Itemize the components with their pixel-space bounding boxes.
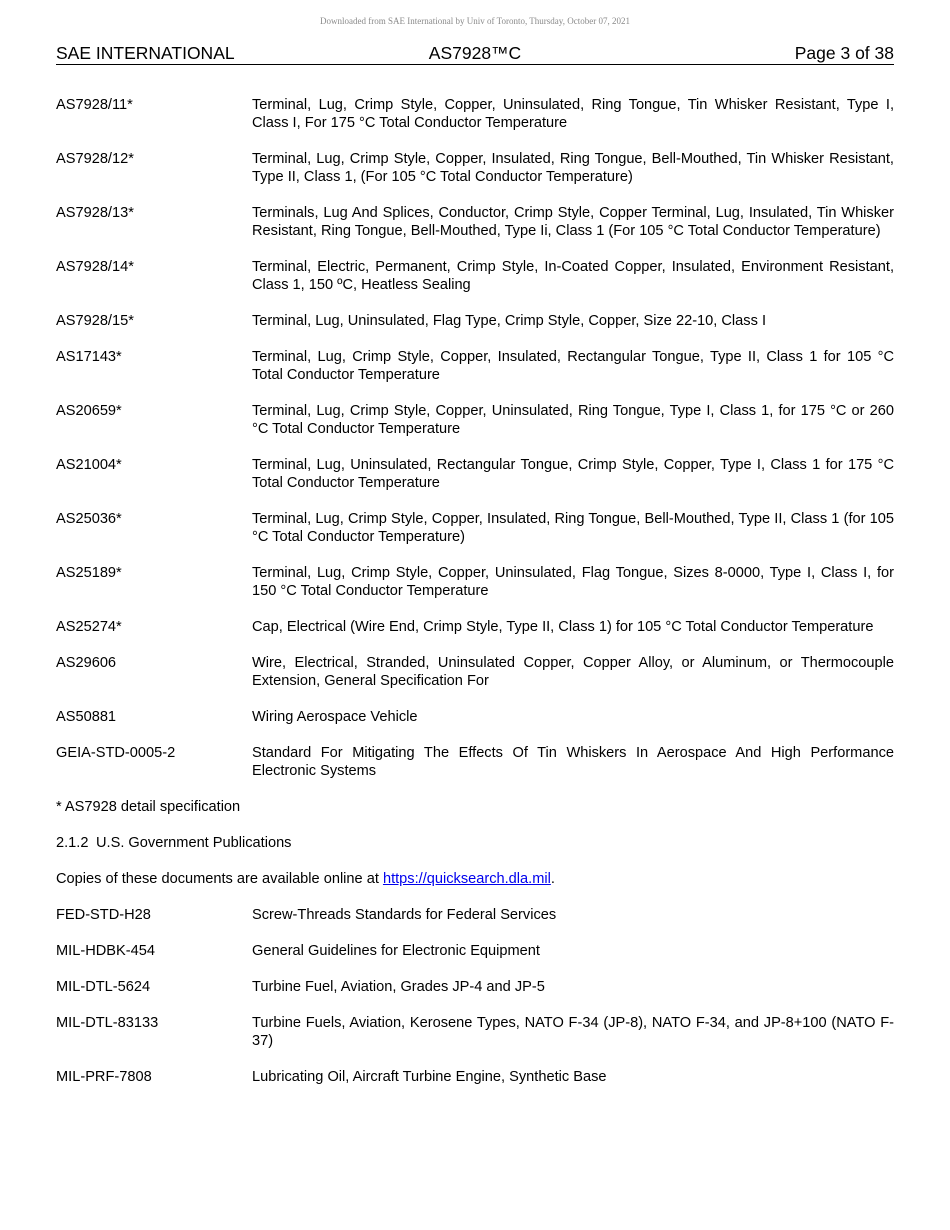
reference-title: General Guidelines for Electronic Equipment xyxy=(252,943,540,959)
reference-code: AS21004* xyxy=(56,457,122,473)
reference-title: Turbine Fuels, Aviation, Kerosene Types, NATO F-34 (JP-8), NATO F-34, and JP-8+100 (NATO F-37) xyxy=(252,1015,894,1049)
availability-note xyxy=(56,870,894,888)
reference-code: AS7928/14* xyxy=(56,259,134,275)
reference-title: Terminal, Lug, Uninsulated, Rectangular Tongue, Crimp Style, Copper, Type I, Class 1 for 175 °C Total Conductor Temperature xyxy=(252,457,894,491)
reference-code: MIL-DTL-83133 xyxy=(56,1015,159,1031)
reference-code: MIL-DTL-5624 xyxy=(56,979,151,995)
reference-row xyxy=(56,744,894,780)
reference-title: Wire, Electrical, Stranded, Uninsulated Copper, Copper Alloy, or Aluminum, or Thermocouple Extension, General Specification For xyxy=(252,655,894,689)
reference-title: Terminal, Lug, Crimp Style, Copper, Uninsulated, Ring Tongue, Tin Whisker Resistant, Type I, Class I, For 175 °C Total Conductor Temperature xyxy=(252,97,894,131)
reference-code: AS20659* xyxy=(56,403,122,419)
reference-row xyxy=(56,348,894,384)
reference-code: FED-STD-H28 xyxy=(56,907,151,923)
reference-title: Turbine Fuel, Aviation, Grades JP-4 and JP-5 xyxy=(252,979,545,995)
reference-title: Standard For Mitigating The Effects Of Tin Whiskers In Aerospace And High Performance Electronic Systems xyxy=(252,745,894,779)
reference-code: AS29606 xyxy=(56,655,117,671)
reference-row xyxy=(56,258,894,294)
reference-title: Terminal, Lug, Crimp Style, Copper, Uninsulated, Ring Tongue, Type I, Class 1, for 175 °C or 260 °C Total Conductor Temperature xyxy=(252,403,894,437)
reference-title: Terminal, Lug, Crimp Style, Copper, Insulated, Ring Tongue, Bell-Mouthed, Tin Whisker Resistant, Type II, Class 1, (For 105 °C Total Conductor Temperature) xyxy=(252,151,894,185)
reference-row xyxy=(56,906,894,924)
download-watermark: Downloaded from SAE International by Univ of Toronto, Thursday, October 07, 2021 xyxy=(320,16,630,26)
reference-title: Terminal, Lug, Crimp Style, Copper, Insulated, Rectangular Tongue, Type II, Class 1 for 105 °C Total Conductor Temperature xyxy=(252,349,894,383)
reference-row xyxy=(56,654,894,690)
reference-row xyxy=(56,708,894,726)
reference-code: AS7928/11* xyxy=(56,97,133,113)
reference-title: Screw-Threads Standards for Federal Services xyxy=(252,907,557,923)
sae-reference-list xyxy=(56,96,894,780)
reference-code: AS7928/15* xyxy=(56,313,134,329)
header-org: SAE INTERNATIONAL xyxy=(56,43,235,63)
reference-row xyxy=(56,1068,894,1086)
page-header xyxy=(56,43,894,65)
footnote: * AS7928 detail specification xyxy=(56,799,241,815)
reference-code: AS7928/12* xyxy=(56,151,134,167)
reference-code: AS7928/13* xyxy=(56,205,134,221)
section-title: U.S. Government Publications xyxy=(96,835,292,851)
reference-title: Terminal, Electric, Permanent, Crimp Style, In-Coated Copper, Insulated, Environment Resistant, Class 1, 150 ºC, Heatless Sealing xyxy=(252,259,894,293)
reference-row xyxy=(56,402,894,438)
reference-title: Cap, Electrical (Wire End, Crimp Style, Type II, Class 1) for 105 °C Total Conductor Temperature xyxy=(252,619,874,635)
section-number: 2.1.2 xyxy=(56,835,89,851)
reference-title: Terminals, Lug And Splices, Conductor, Crimp Style, Copper Terminal, Lug, Insulated, Tin Whisker Resistant, Ring Tongue, Bell-Mouthed, Type Ii, Class 1 (For 105 °C Total Conductor Temperature) xyxy=(252,205,894,239)
header-page-number: Page 3 of 38 xyxy=(794,43,894,63)
reference-code: MIL-PRF-7808 xyxy=(56,1069,152,1085)
availability-text: Copies of these documents are available online at xyxy=(56,871,383,887)
reference-title: Terminal, Lug, Uninsulated, Flag Type, Crimp Style, Copper, Size 22-10, Class I xyxy=(252,313,766,329)
availability-suffix: . xyxy=(550,871,555,887)
reference-code: GEIA-STD-0005-2 xyxy=(56,745,176,761)
reference-title: Wiring Aerospace Vehicle xyxy=(252,709,418,725)
header-doc-id: AS7928™C xyxy=(428,43,522,63)
reference-row xyxy=(56,1014,894,1050)
section-heading xyxy=(56,834,894,852)
reference-row xyxy=(56,942,894,960)
reference-row xyxy=(56,618,894,636)
reference-row xyxy=(56,96,894,132)
gov-reference-list xyxy=(56,906,894,1086)
reference-title: Lubricating Oil, Aircraft Turbine Engine, Synthetic Base xyxy=(252,1069,607,1085)
reference-code: AS25189* xyxy=(56,565,122,581)
reference-title: Terminal, Lug, Crimp Style, Copper, Uninsulated, Flag Tongue, Sizes 8-0000, Type I, Class I, for 150 °C Total Conductor Temperature xyxy=(252,565,894,599)
reference-code: AS25274* xyxy=(56,619,122,635)
reference-row xyxy=(56,204,894,240)
reference-row xyxy=(56,150,894,186)
reference-code: AS50881 xyxy=(56,709,117,725)
document-body xyxy=(56,96,894,1104)
reference-row xyxy=(56,564,894,600)
reference-code: AS17143* xyxy=(56,349,122,365)
reference-title: Terminal, Lug, Crimp Style, Copper, Insulated, Ring Tongue, Bell-Mouthed, Type II, Class 1 (for 105 °C Total Conductor Temperature) xyxy=(252,511,894,545)
reference-row xyxy=(56,978,894,996)
reference-code: MIL-HDBK-454 xyxy=(56,943,155,959)
dla-quicksearch-link[interactable]: https://quicksearch.dla.mil xyxy=(382,871,551,887)
reference-row xyxy=(56,456,894,492)
reference-code: AS25036* xyxy=(56,511,122,527)
reference-row xyxy=(56,312,894,330)
reference-row xyxy=(56,510,894,546)
